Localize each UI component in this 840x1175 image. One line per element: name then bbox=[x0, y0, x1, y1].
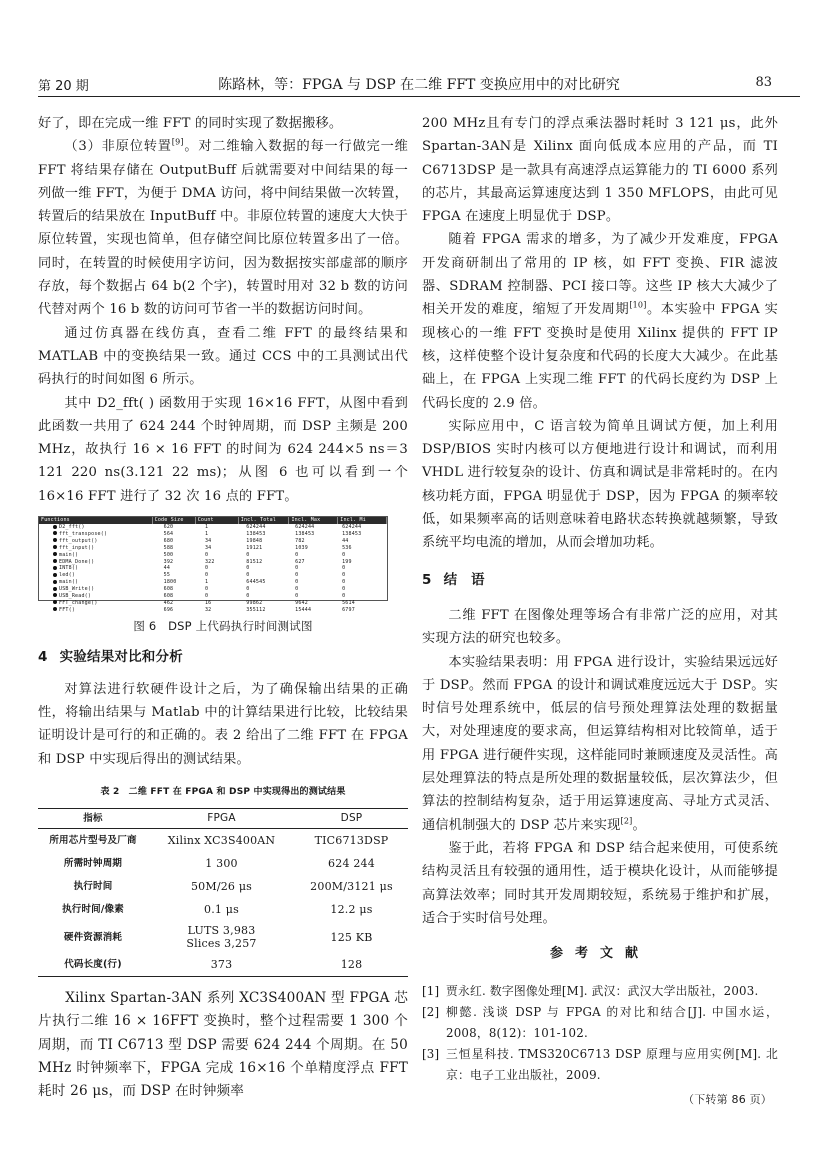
right-column bbox=[422, 112, 778, 1112]
table-cell: Xilinx XC3S400AN bbox=[167, 834, 276, 848]
profiler-cell: 0 bbox=[295, 579, 299, 586]
profiler-row bbox=[39, 600, 387, 607]
profiler-cell: 32 bbox=[204, 606, 212, 613]
profiler-cell: 564 bbox=[163, 530, 174, 537]
profiler-cell: 0 bbox=[295, 551, 299, 558]
paragraph: 鉴于此，若将 FPGA 和 DSP 结合起来使用，可使系统结构灵活且有较强的通用性，适于模块化设计，从而能够提高算法效率；同时其开发周期较短，系统易于维护和扩展，适合于实时信号处理。 bbox=[422, 840, 778, 926]
paragraph bbox=[422, 228, 778, 414]
table-cell: 624 244 bbox=[328, 857, 375, 871]
profiler-cell bbox=[39, 600, 162, 607]
text-run: 本实验结果表明：用 FPGA 进行设计，实验结果远远好于 DSP。然而 FPGA 的设计和调试难度远远大于 DSP。实时信号处理系统中，低层的信号预处理算法处理的数据量大，对处理速度的要求高，但运算结构相对比较简单，适于用 FPGA 进行硬件实现，这样能同时兼顾速度及灵活性。高层处理算法的特点是所处理的数据量较低，层次算法少，但算法的控制结构复杂，适于用运算速度高、寻址方式灵活、通信机制强大的 DSP 芯片来实现 bbox=[422, 654, 778, 833]
section-heading bbox=[38, 646, 408, 669]
function-name: led() bbox=[59, 572, 76, 579]
profiler-cell: 138453 bbox=[295, 530, 315, 537]
profiler-cell: 624244 bbox=[246, 524, 266, 531]
profiler-cell bbox=[39, 572, 162, 579]
section-title: 结 语 bbox=[443, 571, 485, 588]
profiler-cell: 355112 bbox=[246, 606, 266, 613]
profiler-cell: 81512 bbox=[246, 558, 263, 565]
profiler-cell: 462 bbox=[163, 599, 174, 606]
profiler-cell: 44 bbox=[163, 565, 171, 572]
paragraph: 对算法进行软硬件设计之后，为了确保输出结果的正确性，将输出结果与 Matlab 中的计算结果进行比较，比较结果证明设计是可行的和正确的。表 2 给出了二维 FFT 在 FPGA 和 DSP 中实现后得出的测试结果。 bbox=[38, 681, 408, 767]
profiler-row bbox=[39, 593, 387, 600]
function-name: main() bbox=[59, 551, 79, 558]
table-cell: 执行时间 bbox=[73, 881, 113, 893]
profiler-cell: 588 bbox=[163, 544, 174, 551]
table-row bbox=[38, 921, 408, 953]
profiler-cell: 138453 bbox=[246, 530, 266, 537]
profiler-row bbox=[39, 545, 387, 552]
function-name: USB_Write() bbox=[59, 586, 95, 593]
profiler-cell: 15444 bbox=[295, 606, 312, 613]
function-name: D2_fft() bbox=[59, 524, 85, 531]
profiler-cell: 5614 bbox=[342, 599, 355, 606]
profiler-row bbox=[39, 572, 387, 579]
function-bullet-icon bbox=[53, 600, 57, 604]
profiler-cell: 0 bbox=[342, 579, 346, 586]
function-name: fft_transpose() bbox=[59, 530, 108, 537]
reference-number: [1] bbox=[422, 984, 440, 999]
reference-item bbox=[422, 1002, 778, 1044]
function-name: FFT_change() bbox=[59, 599, 98, 606]
table-row bbox=[38, 875, 408, 898]
function-bullet-icon bbox=[53, 538, 57, 542]
profiler-cell: 1 bbox=[204, 579, 209, 586]
profiler-row bbox=[39, 531, 387, 538]
profiler-header bbox=[39, 517, 387, 524]
function-bullet-icon bbox=[53, 566, 57, 570]
profiler-cell: 608 bbox=[163, 586, 174, 593]
table-header-cell: FPGA bbox=[148, 809, 295, 829]
profiler-cell: 696 bbox=[163, 606, 174, 613]
paragraph: 通过仿真器在线仿真，查看二维 FFT 的最终结果和 MATLAB 中的变换结果一致。通过 CCS 中的工具测试出代码执行的时间如图 6 所示。 bbox=[38, 325, 408, 388]
paragraph: 好了，即在完成一维 FFT 的同时实现了数据搬移。 bbox=[38, 116, 343, 131]
profiler-cell: 6797 bbox=[342, 606, 355, 613]
text-run: 。本实验中 FPGA 实现核心的一维 FFT 变换时是使用 Xilinx 提供的 FFT IP 核，这样使整个设计复杂度和代码的长度大大减少。在此基础上，在 FPGA 上实现二维 FFT 的代码长度约为 DSP 上代码长度的 2.9 倍。 bbox=[422, 302, 778, 411]
citation: [2] bbox=[620, 816, 633, 826]
profiler-cell: 199 bbox=[342, 558, 352, 565]
table-cell: 200M/3121 μs bbox=[310, 880, 393, 894]
paragraph: Xilinx Spartan-3AN 系列 XC3S400AN 型 FPGA 芯片执行二维 16 × 16FFT 变换时，整个过程需要 1 300 个周期，而 TI C6713 型 DSP 需要 624 244 个周期。在 50 MHz 时钟频率下，FPGA 完成 16×16 个单精度浮点 FFT 耗时 26 μs，而 DSP 在时钟频率 bbox=[38, 990, 408, 1100]
profiler-cell: 9642 bbox=[295, 599, 308, 606]
reference-number: [3] bbox=[422, 1047, 440, 1062]
profiler-cell: 536 bbox=[342, 544, 352, 551]
profiler-row bbox=[39, 579, 387, 586]
reference-number: [2] bbox=[422, 1005, 440, 1020]
citation: [9] bbox=[171, 137, 184, 147]
section-number: 5 bbox=[422, 571, 432, 588]
profiler-row bbox=[39, 586, 387, 593]
table-caption: 表 2 二维 FFT 在 FPGA 和 DSP 中实现得出的测试结果 bbox=[100, 786, 346, 797]
table-cell: 所需时钟周期 bbox=[63, 858, 123, 870]
function-name: main() bbox=[59, 579, 79, 586]
section-number: 4 bbox=[38, 649, 48, 666]
profiler-cell: 0 bbox=[204, 572, 209, 579]
profiler-cell: 1800 bbox=[163, 579, 177, 586]
section-title: 实验结果对比和分析 bbox=[59, 649, 183, 666]
profiler-column-header: Incl. Max bbox=[289, 517, 338, 524]
profiler-cell: 608 bbox=[163, 592, 174, 599]
profiler-cell: 782 bbox=[295, 537, 305, 544]
text-run: 随着 FPGA 需求的增多，为了减少开发难度，FPGA 开发商研制出了常用的 IP 核，如 FFT 变换、FIR 滤波器、SDRAM 控制器、PCI 接口等。这些 IP 核大大减少了相关开发的难度，缩短了开发周期 bbox=[422, 232, 778, 318]
profiler-cell: 644545 bbox=[246, 579, 266, 586]
profiler-cell: 0 bbox=[246, 586, 250, 593]
profiler-cell: 392 bbox=[163, 558, 174, 565]
reference-text: 三恒星科技. TMS320C6713 DSP 原理与应用实例[M]. 北京：电子工业出版社，2009. bbox=[446, 1047, 778, 1083]
profiler-cell bbox=[39, 559, 162, 566]
table-cell: 1 300 bbox=[205, 857, 238, 871]
continued-note: （下转第 86 页） bbox=[683, 1093, 772, 1107]
results-table bbox=[38, 808, 408, 977]
function-name: USB_Read() bbox=[59, 592, 92, 599]
issue-number: 第 20 期 bbox=[38, 79, 89, 94]
profiler-column-header: Count bbox=[196, 517, 239, 524]
function-bullet-icon bbox=[53, 545, 57, 549]
profiler-cell bbox=[39, 593, 162, 600]
profiler-cell: 0 bbox=[295, 572, 299, 579]
left-column bbox=[38, 112, 408, 1104]
function-bullet-icon bbox=[53, 587, 57, 591]
profiler-column-header: Incl. Total bbox=[239, 517, 290, 524]
table-cell: 0.1 μs bbox=[204, 903, 239, 917]
profiler-row bbox=[39, 552, 387, 559]
profiler-cell: 0 bbox=[246, 592, 250, 599]
function-name: FFT() bbox=[59, 606, 76, 613]
function-bullet-icon bbox=[53, 552, 57, 556]
profiler-row bbox=[39, 559, 387, 566]
table-header-cell: DSP bbox=[295, 809, 408, 829]
running-title: 陈路林，等：FPGA 与 DSP 在二维 FFT 变换应用中的对比研究 bbox=[218, 77, 620, 93]
table-cell: 125 KB bbox=[330, 930, 373, 944]
reference-item bbox=[422, 981, 778, 1002]
section-heading bbox=[422, 569, 778, 592]
reference-text: 贾永红. 数字图像处理[M]. 武汉：武汉大学出版社，2003. bbox=[446, 984, 759, 999]
reference-text: 柳懿. 浅谈 DSP 与 FPGA 的对比和结合[J]. 中国水运，2008，8(12)：101-102. bbox=[446, 1005, 778, 1041]
profiler-row bbox=[39, 607, 387, 614]
profiler-cell: 1 bbox=[204, 524, 209, 531]
profiler-cell: 0 bbox=[342, 592, 346, 599]
profiler-cell: 624244 bbox=[295, 524, 315, 531]
function-bullet-icon bbox=[53, 559, 57, 563]
profiler-cell: 0 bbox=[342, 551, 346, 558]
table-cell: TIC6713DSP bbox=[314, 834, 389, 848]
profiler-cell: 680 bbox=[163, 537, 174, 544]
figure-caption: 图 6 DSP 上代码执行时间测试图 bbox=[133, 619, 313, 634]
paragraph: 实际应用中，C 语言较为简单且调试方便，加上利用 DSP/BIOS 实时内核可以方便地进行设计和调试，而利用 VHDL 进行较复杂的设计、仿真和调试是非常耗时的。在内核功耗方面，FPGA 明显优于 DSP，因为 FPGA 的频率较低，如果频率高的话则意味着电路状态转换就越频繁，导致系统平均电流的增加，从而会增加功耗。 bbox=[422, 418, 778, 551]
function-bullet-icon bbox=[53, 593, 57, 597]
paragraph bbox=[422, 651, 778, 837]
function-bullet-icon bbox=[53, 525, 57, 529]
profiler-column-header: Functions bbox=[39, 517, 153, 524]
profiler-cell bbox=[39, 531, 162, 538]
profiler-cell: 1 bbox=[204, 530, 209, 537]
paragraph: 200 MHz且有专门的浮点乘法器时耗时 3 121 μs，此外 Spartan-3AN是 Xilinx 面向低成本应用的产品，而 TI C6713DSP 是一款具有高速浮点运算能力的 TI 6000 系列的芯片，其最高运算速度达到 1 350 MFLOPS，由此可见 FPGA 在速度上明显优于 DSP。 bbox=[422, 116, 778, 225]
reference-list bbox=[422, 981, 778, 1086]
profiler-cell bbox=[39, 545, 162, 552]
profiler-cell: 0 bbox=[342, 572, 346, 579]
profiler-cell bbox=[39, 538, 162, 545]
profiler-cell: 0 bbox=[295, 586, 299, 593]
paragraph: 其中 D2_fft( ) 函数用于实现 16×16 FFT，从图中看到此函数一共用了 624 244 个时钟周期，而 DSP 主频是 200 MHz，故执行 16 × 16 FFT 的时间为 624 244×5 ns＝3 121 220 ns(3.121 22 ms)；从图 6 也可以看到一个 16×16 FFT 进行了 32 次 16 点的 FFT。 bbox=[38, 395, 408, 504]
table-header-row bbox=[38, 809, 408, 829]
table-cell: 代码长度(行) bbox=[38, 953, 148, 977]
table-row bbox=[38, 898, 408, 921]
profiler-cell: 55 bbox=[163, 572, 171, 579]
profiler-cell: 44 bbox=[342, 537, 349, 544]
function-bullet-icon bbox=[53, 607, 57, 611]
profiler-cell: 0 bbox=[204, 592, 209, 599]
text-run: 。对二维输入数据的每一行做完一维 FFT 将结果存储在 OutputBuff 后就需要对中间结果的每一列做一维 FFT，为便于 DMA 访问，将中间结果做一次转置，转置后的结果放在 InputBuff 中。非原位转置的速度大大快于原位转置，实现也简单，但存储空间比原位转置多出了一倍。同时，在转置的时候使用字访问，因为数据按实部虚部的顺序存放，每个数据占 64 b(2 个字)，转置时用对 32 b 数的访问代替对两个 16 b 数的访问可节省一半的数据访问时间。 bbox=[38, 139, 408, 318]
profiler-cell: 0 bbox=[295, 592, 299, 599]
profiler-cell: 99862 bbox=[246, 599, 263, 606]
paragraph bbox=[38, 135, 408, 321]
citation: [10] bbox=[629, 300, 647, 310]
profiler-cell: 0 bbox=[204, 586, 209, 593]
profiler-cell: 322 bbox=[204, 558, 215, 565]
profiler-cell: 19848 bbox=[246, 537, 263, 544]
profiler-cell: 16 bbox=[204, 599, 212, 606]
profiler-cell: 19121 bbox=[246, 544, 263, 551]
function-bullet-icon bbox=[53, 573, 57, 577]
table-row bbox=[38, 829, 408, 853]
table-row bbox=[38, 852, 408, 875]
profiler-cell: 0 bbox=[295, 565, 299, 572]
profiler-cell: 34 bbox=[204, 544, 212, 551]
function-bullet-icon bbox=[53, 531, 57, 535]
paragraph: 二维 FFT 在图像处理等场合有非常广泛的应用，对其实现方法的研究也较多。 bbox=[422, 607, 778, 647]
profiler-cell bbox=[39, 552, 162, 559]
profiler-cell: 500 bbox=[163, 551, 174, 558]
table-cell: 执行时间/像素 bbox=[62, 904, 124, 916]
profiler-cell: 138453 bbox=[342, 530, 362, 537]
profiler-column-header: Incl. Mi bbox=[338, 517, 387, 524]
profiler-cell: 0 bbox=[246, 572, 250, 579]
table-cell: 50M/26 μs bbox=[190, 880, 253, 894]
figure-6-profiler-screenshot bbox=[38, 516, 388, 613]
profiler-cell: 627 bbox=[295, 558, 305, 565]
table-cell: 128 bbox=[295, 953, 408, 977]
profiler-cell: 0 bbox=[342, 586, 346, 593]
profiler-rows bbox=[39, 524, 387, 614]
profiler-cell: 1039 bbox=[295, 544, 308, 551]
table-cell: 373 bbox=[148, 953, 295, 977]
reference-item bbox=[422, 1044, 778, 1086]
table-cell: LUTS 3,983 Slices 3,257 bbox=[186, 924, 257, 951]
profiler-row bbox=[39, 565, 387, 572]
profiler-cell: 34 bbox=[204, 537, 212, 544]
profiler-cell: 0 bbox=[342, 565, 346, 572]
running-header bbox=[38, 72, 800, 97]
function-bullet-icon bbox=[53, 580, 57, 584]
profiler-cell bbox=[39, 565, 162, 572]
profiler-column-header: Code Size bbox=[153, 517, 196, 524]
text-run: 。 bbox=[632, 817, 646, 833]
profiler-cell bbox=[39, 579, 162, 586]
table-cell: 12.2 μs bbox=[330, 903, 373, 917]
profiler-cell bbox=[39, 607, 162, 614]
function-name: INT8() bbox=[59, 565, 79, 572]
profiler-row bbox=[39, 524, 387, 531]
table-cell: 所用芯片型号及厂商 bbox=[49, 835, 137, 847]
profiler-cell bbox=[39, 586, 162, 593]
function-name: fft_output() bbox=[59, 537, 98, 544]
table-cell: 硬件资源消耗 bbox=[63, 931, 123, 943]
page-number: 83 bbox=[755, 75, 772, 90]
profiler-cell: 0 bbox=[246, 551, 250, 558]
profiler-cell: 0 bbox=[204, 551, 209, 558]
profiler-cell bbox=[39, 524, 162, 531]
profiler-cell: 0 bbox=[246, 565, 250, 572]
references-heading: 参考文献 bbox=[549, 946, 650, 962]
function-name: EDMA_Done() bbox=[59, 558, 95, 565]
profiler-cell: 624244 bbox=[342, 524, 362, 531]
profiler-row bbox=[39, 538, 387, 545]
function-name: fft_input() bbox=[59, 544, 95, 551]
profiler-cell: 0 bbox=[204, 565, 209, 572]
table-header-cell: 指标 bbox=[38, 809, 148, 829]
table-row bbox=[38, 953, 408, 977]
profiler-cell: 620 bbox=[163, 524, 174, 531]
text-run: （3）非原位转置 bbox=[64, 139, 172, 155]
